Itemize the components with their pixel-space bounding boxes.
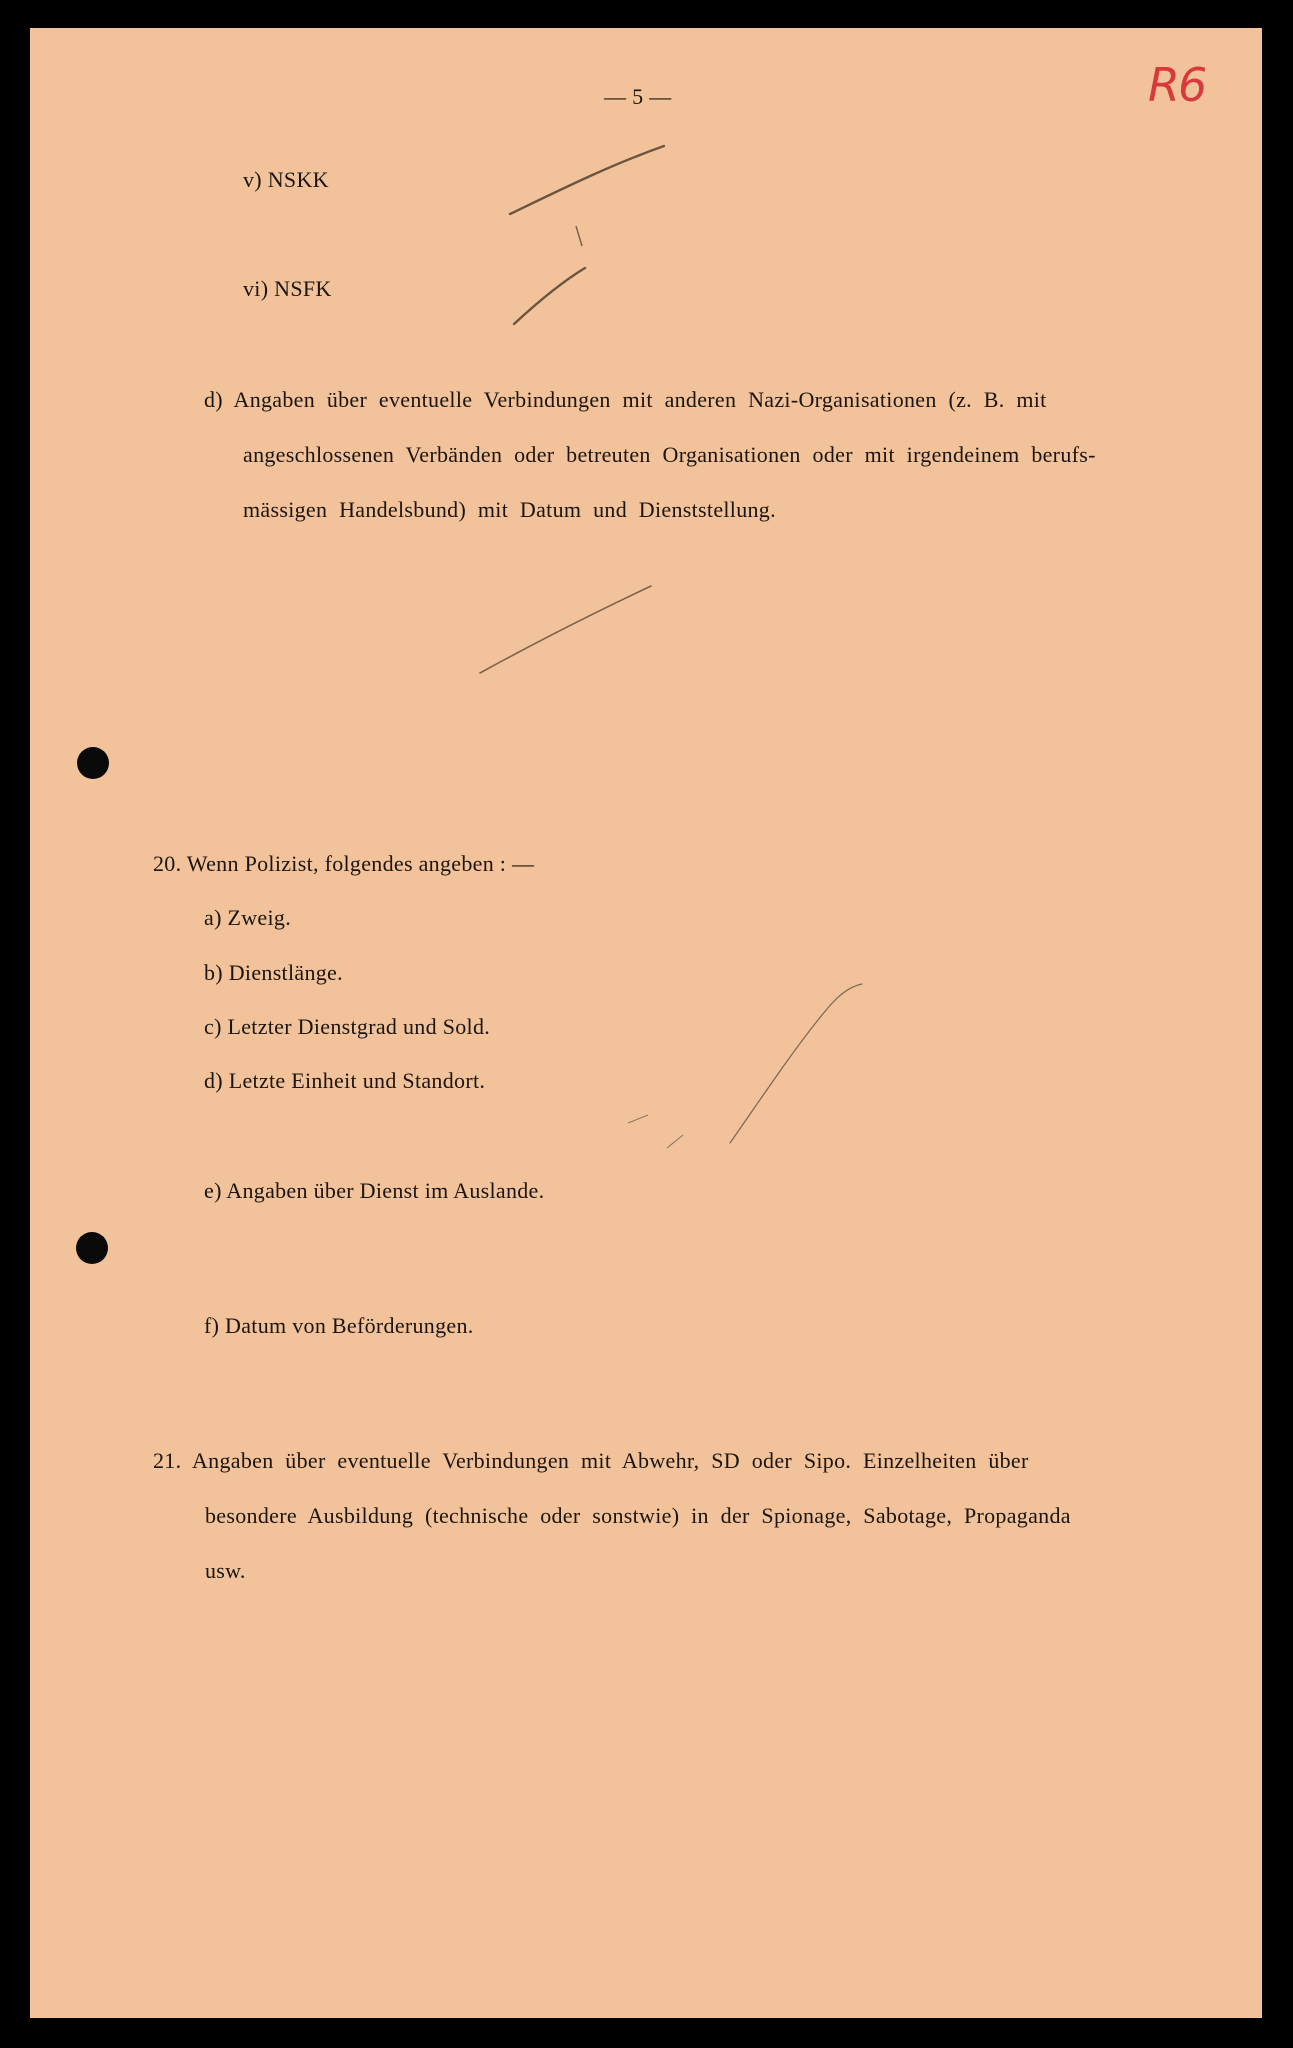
- question-21-line-2: besondere Ausbildung (technische oder sonstwie) in der Spionage, Sabotage, Propaganda: [205, 1503, 1071, 1528]
- pencil-strike-20: [730, 984, 862, 1143]
- item-v-nskk: v) NSKK: [243, 167, 329, 192]
- item-d-line-2: angeschlossenen Verbänden oder betreuten Organisationen oder mit irgendeinem berufs-: [243, 442, 1096, 467]
- pencil-strike-nskk: [510, 146, 664, 214]
- question-20-title: 20. Wenn Polizist, folgendes angeben : —: [153, 851, 535, 876]
- question-20-a: a) Zweig.: [204, 905, 291, 930]
- question-21-line-3: usw.: [205, 1558, 246, 1583]
- pencil-dash-2: [667, 1135, 683, 1148]
- question-20-f: f) Datum von Beförderungen.: [204, 1313, 474, 1338]
- pencil-strike-d: [480, 586, 651, 673]
- question-20-e: e) Angaben über Dienst im Auslande.: [204, 1178, 545, 1203]
- page-number: — 5 —: [604, 84, 672, 109]
- corner-mark: R6: [1148, 58, 1206, 112]
- pencil-strike-nsfk: [514, 268, 585, 324]
- pencil-dash-1: [628, 1115, 648, 1123]
- item-vi-nsfk: vi) NSFK: [243, 276, 332, 301]
- question-21-line-1: 21. Angaben über eventuelle Verbindungen mit Abwehr, SD oder Sipo. Einzelheiten über: [153, 1448, 1029, 1473]
- item-d-line-3: mässigen Handelsbund) mit Datum und Dienststellung.: [243, 497, 776, 522]
- question-20-d: d) Letzte Einheit und Standort.: [204, 1068, 486, 1093]
- question-20-b: b) Dienstlänge.: [204, 960, 343, 985]
- question-20-c: c) Letzter Dienstgrad und Sold.: [204, 1014, 491, 1039]
- item-d-line-1: d) Angaben über eventuelle Verbindungen mit anderen Nazi-Organisationen (z. B. mit: [204, 387, 1047, 412]
- pencil-tick: [576, 226, 582, 246]
